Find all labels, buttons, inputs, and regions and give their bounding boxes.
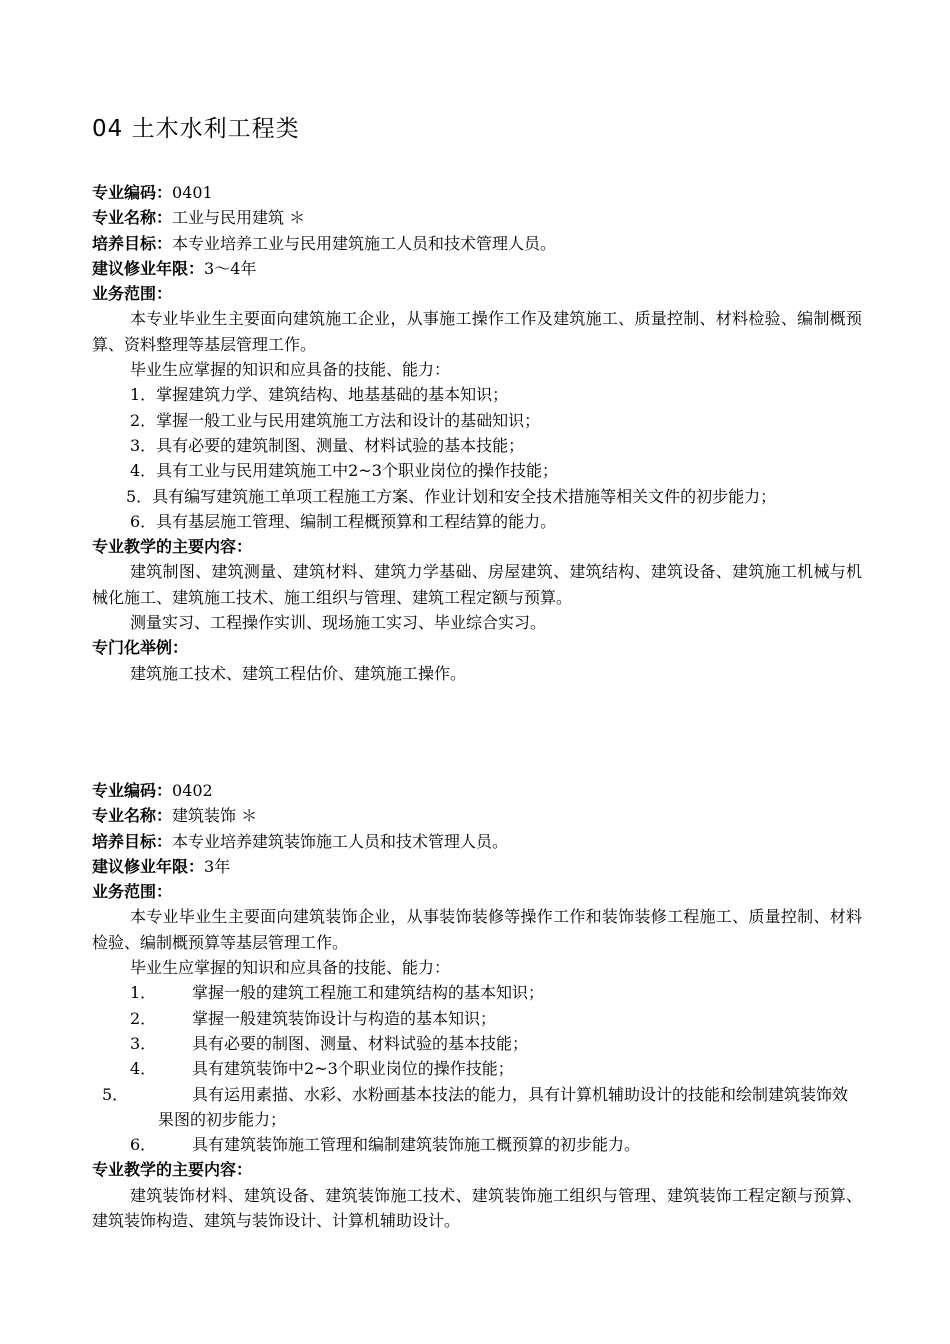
- skill-text: 具有建筑装饰施工管理和编制建筑装饰施工概预算的初步能力。: [192, 1135, 641, 1155]
- skill-item: [92, 1056, 862, 1081]
- skill-text: 具有建筑装饰中2~3个职业岗位的操作技能；: [192, 1059, 514, 1079]
- skill-item: [92, 1006, 862, 1031]
- scope-paragraph: 本专业毕业生主要面向建筑施工企业，从事施工操作工作及建筑施工、质量控制、材料检验、编制概预算、资料整理等基层管理工作。: [92, 309, 862, 354]
- scope-paragraph: 毕业生应掌握的知识和应具备的技能、能力：: [130, 360, 451, 380]
- scope-label: 业务范围：: [92, 882, 173, 902]
- years-line: 建议修业年限：3～4年: [92, 258, 257, 278]
- skill-item: 2．掌握一般工业与民用建筑施工方法和设计的基础知识；: [130, 410, 541, 430]
- major-years: 3～4年: [204, 258, 257, 278]
- name-line: 专业名称：工业与民用建筑 ＊: [92, 208, 306, 228]
- skill-item: 6．具有基层施工管理、编制工程概预算和工程结算的能力。: [130, 511, 557, 531]
- major-goal: 本专业培养建筑装饰施工人员和技术管理人员。: [172, 831, 509, 851]
- skill-number: 1．: [130, 983, 157, 1003]
- skill-item: 1．掌握建筑力学、建筑结构、地基基础的基本知识；: [130, 385, 509, 405]
- skill-number: 6．: [130, 1135, 157, 1155]
- skill-number: 5．: [102, 1084, 129, 1104]
- teaching-label: 专业教学的主要内容：: [92, 1160, 253, 1180]
- skill-item: 4．具有工业与民用建筑施工中2~3个职业岗位的操作技能；: [130, 461, 558, 481]
- skill-text: 具有运用素描、水彩、水粉画基本技法的能力，具有计算机辅助设计的技能和绘制建筑装饰效果图的初步能力；: [158, 1084, 849, 1129]
- scope-paragraph: 毕业生应掌握的知识和应具备的技能、能力：: [130, 958, 451, 978]
- skill-number: 3．: [130, 1033, 157, 1053]
- skill-item: 5．具有编写建筑施工单项工程施工方案、作业计划和安全技术措施等相关文件的初步能力；: [126, 486, 777, 506]
- specialization-text: 建筑施工技术、建筑工程估价、建筑施工操作。: [130, 663, 467, 683]
- major-name: 工业与民用建筑 ＊: [172, 208, 306, 228]
- goal-line: 培养目标：本专业培养建筑装饰施工人员和技术管理人员。: [92, 831, 509, 851]
- major-section-0402: [92, 778, 862, 1233]
- major-name: 建筑装饰 ＊: [172, 806, 258, 826]
- skill-text: 具有必要的制图、测量、材料试验的基本技能；: [192, 1033, 529, 1053]
- skill-item: [92, 980, 862, 1005]
- skill-text: 掌握一般的建筑工程施工和建筑结构的基本知识；: [192, 983, 545, 1003]
- teaching-paragraph: 建筑制图、建筑测量、建筑材料、建筑力学基础、房屋建筑、建筑结构、建筑设备、建筑施工机械与机械化施工、建筑施工技术、施工组织与管理、建筑工程定额与预算。: [92, 562, 862, 607]
- skill-text: 掌握一般建筑装饰设计与构造的基本知识；: [192, 1008, 497, 1028]
- skill-item: [92, 1132, 862, 1157]
- skill-item: 3．具有必要的建筑制图、测量、材料试验的基本技能；: [130, 435, 525, 455]
- page-title: 04 土木水利工程类: [92, 116, 300, 142]
- major-section-0401: [92, 180, 862, 686]
- major-goal: 本专业培养工业与民用建筑施工人员和技术管理人员。: [172, 233, 557, 253]
- name-line: 专业名称：建筑装饰 ＊: [92, 806, 258, 826]
- scope-paragraph: 本专业毕业生主要面向建筑装饰企业，从事装饰装修等操作工作和装饰装修工程施工、质量控制、材料检验、编制概预算等基层管理工作。: [92, 907, 862, 952]
- skill-item: [92, 1082, 862, 1133]
- code-line: 专业编码：0401: [92, 183, 213, 202]
- major-code: 0402: [172, 781, 213, 800]
- skill-number: 2．: [130, 1008, 157, 1028]
- teaching-label: 专业教学的主要内容：: [92, 537, 253, 557]
- years-line: 建议修业年限：3年: [92, 856, 231, 876]
- teaching-paragraph: 建筑装饰材料、建筑设备、建筑装饰施工技术、建筑装饰施工组织与管理、建筑装饰工程定额与预算、建筑装饰构造、建筑与装饰设计、计算机辅助设计。: [92, 1185, 862, 1231]
- scope-label: 业务范围：: [92, 284, 173, 304]
- goal-line: 培养目标：本专业培养工业与民用建筑施工人员和技术管理人员。: [92, 233, 557, 253]
- code-line: 专业编码：0402: [92, 781, 213, 800]
- major-years: 3年: [204, 856, 231, 876]
- specialization-label: 专门化举例：: [92, 638, 189, 658]
- skill-item: [92, 1031, 862, 1056]
- teaching-paragraph: 测量实习、工程操作实训、现场施工实习、毕业综合实习。: [130, 613, 547, 633]
- skill-number: 4．: [130, 1059, 157, 1079]
- major-code: 0401: [172, 183, 213, 202]
